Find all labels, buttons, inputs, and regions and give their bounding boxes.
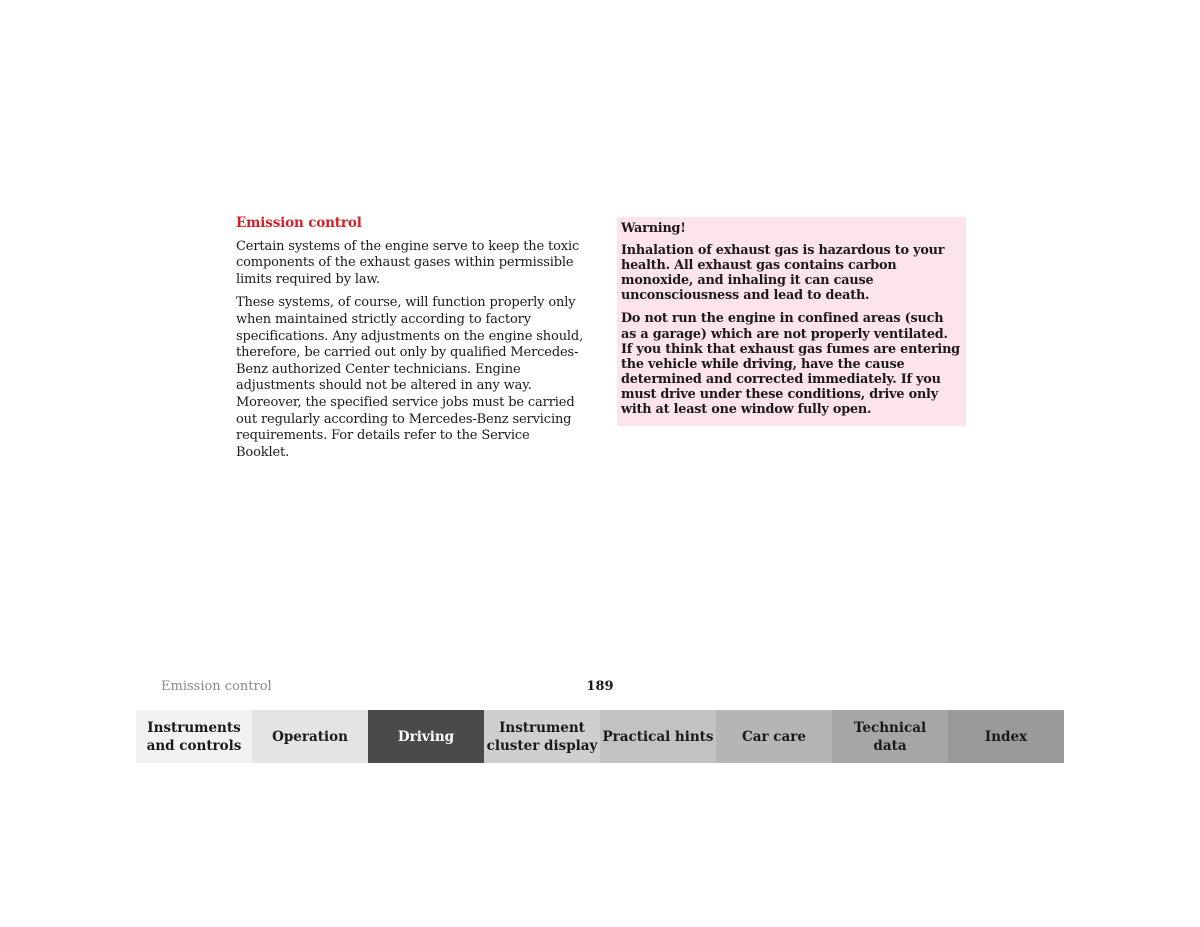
tab-label: Technical data	[853, 719, 927, 754]
warning-paragraph-2: Do not run the engine in confined areas (such as a garage) which are not properly ventilated. If you think that exhaust gas fumes are entering the vehicle while driving, have the cause determined and corrected immediately. If you must drive under these conditions, drive only with at least one window fully open.	[621, 311, 960, 418]
section-title: Emission control	[236, 215, 362, 231]
footer-section-name: Emission control	[161, 679, 272, 694]
warning-box	[617, 217, 966, 426]
tab-label: Instrument cluster display	[486, 719, 598, 754]
chapter-tabs	[136, 710, 1064, 763]
tab-practical-hints[interactable]	[600, 710, 716, 763]
tab-label: Instruments and controls	[146, 719, 242, 754]
body-paragraph-1: Certain systems of the engine serve to keep the toxic components of the exhaust gases within permissible limits required by law.	[236, 238, 580, 287]
tab-label: Practical hints	[602, 728, 714, 745]
tab-label: Index	[984, 728, 1028, 745]
tab-instrument-cluster-display[interactable]	[484, 710, 600, 763]
tab-label: Car care	[742, 728, 806, 745]
tab-technical-data[interactable]	[832, 710, 948, 763]
body-paragraph-2: These systems, of course, will function properly only when maintained strictly according to factory specifications. Any adjustments on the engine should, therefore, be carried out only by qualified Mercedes-Benz authorized Center technicians. Engine adjustments should not be altered in any way. Moreover, the specified service jobs must be carried out regularly according to Mercedes-Benz servicing requirements. For details refer to the Service Booklet.	[236, 295, 584, 460]
warning-paragraph-1: Inhalation of exhaust gas is hazardous to your health. All exhaust gas contains carbon monoxide, and inhaling it can cause unconsciousness and lead to death.	[621, 243, 945, 304]
tab-driving[interactable]	[368, 710, 484, 763]
tab-instruments-and-controls[interactable]	[136, 710, 252, 763]
tab-car-care[interactable]	[716, 710, 832, 763]
main-content	[236, 215, 586, 468]
tab-label: Driving	[397, 728, 455, 745]
tab-label: Operation	[272, 728, 348, 745]
tab-index[interactable]	[948, 710, 1064, 763]
warning-title: Warning!	[621, 221, 686, 236]
tab-operation[interactable]	[252, 710, 368, 763]
page-number: 189	[586, 679, 614, 694]
